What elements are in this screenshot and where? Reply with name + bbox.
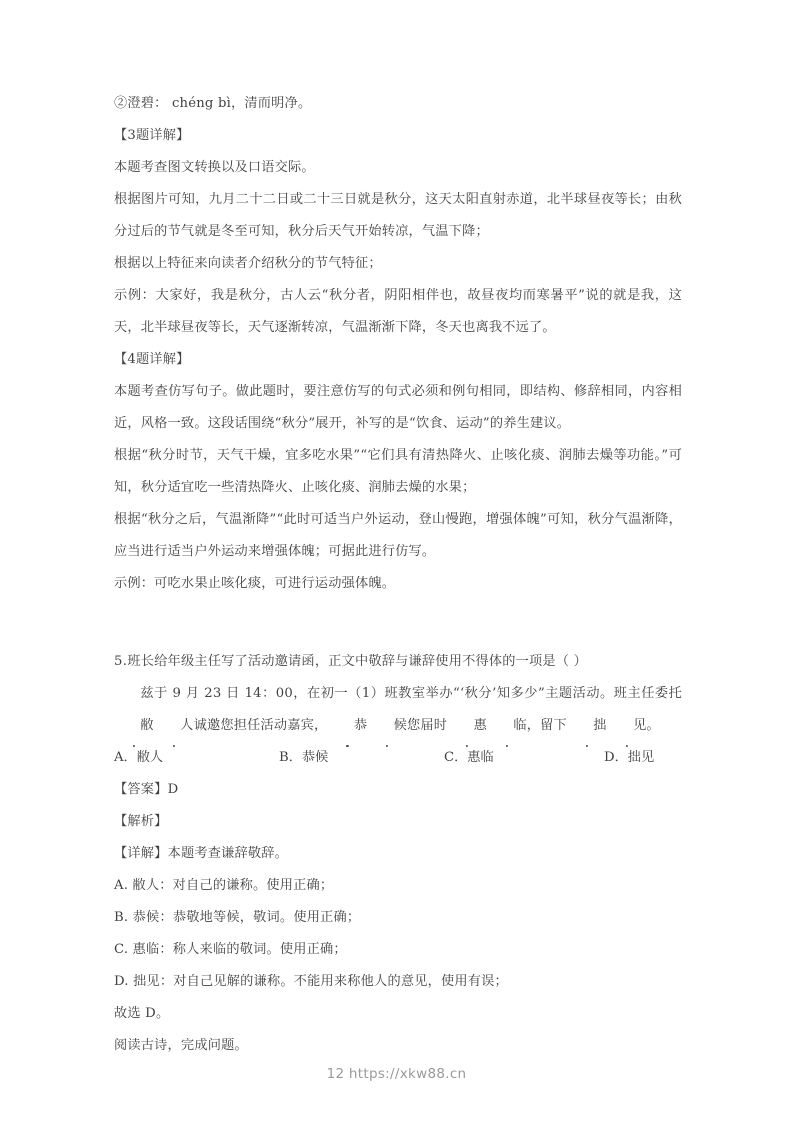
question5-number: 5. [114,654,128,669]
passage-segment-4: ，留下 [526,718,567,733]
question4-explanation-heading: 【4题详解】 [114,352,190,367]
option-a[interactable]: A．敝人 [114,750,164,765]
answer-value: D [167,782,179,797]
question5-options [114,742,682,774]
passage-emphasis-2: 恭 候 [327,718,407,733]
vocab-entry-line: ②澄碧： chéng bì，清而明净。 [114,96,312,111]
question3-explanation-line-3: 根据以上特征来向读者介绍秋分的节气特征； [114,256,382,271]
detail-heading: 【详解】 [114,846,168,861]
explanation-c: C. 惠临：称人来临的敬词。使用正确； [114,942,347,957]
question4-explanation-line-3: 根据“秋分之后，气温渐降”“此时可适当户外运动，登山慢跑，增强体魄”可知，秋分气温渐降，应当进行适当户外运动来增强体魄；可据此进行仿写。 [114,512,682,559]
answer-label: 【答案】 [114,782,168,797]
question5-stem [114,646,682,678]
passage-emphasis-3: 惠 临 [447,718,527,733]
detail-text: 本题考查谦辞敬辞。 [167,846,289,861]
explanation-b: B. 恭候：恭敬地等候，敬词。使用正确； [114,910,361,925]
question5-stem-text: 班长给年级主任写了活动邀请函，正文中敬辞与谦辞使用不得体的一项是（ ） [127,654,587,669]
passage-segment-2: 诚邀您担任活动嘉宾， [193,718,328,733]
explanation-a: A. 敝人：对自己的谦称。使用正确； [114,878,334,893]
detail-line [114,838,682,870]
passage-segment-3: 您届时 [407,718,448,733]
option-c[interactable]: C．惠临 [444,750,494,765]
question4-explanation-line-2: 根据“秋分时节，天气干燥，宜多吃水果”“它们具有清热降火、止咳化痰、润肺去燥等功能。”可知，秋分适宜吃一些清热降火、止咳化痰、润肺去燥的水果； [114,448,682,495]
question3-explanation-line-1: 本题考查图文转换以及口语交际。 [114,160,315,175]
page-footer: 12 https://xkw88.cn [326,1066,467,1082]
next-instruction-line: 阅读古诗，完成问题。 [114,1038,248,1053]
question4-explanation-line-4: 示例：可吃水果止咳化痰，可进行运动强体魄。 [114,576,396,591]
option-b[interactable]: B．恭候 [279,750,329,765]
passage-segment-1: 兹于 9 月 23 日 14：00，在初一（1）班教室举办“‘秋分’知多少”主题活动。班主任委托 [140,686,682,701]
passage-segment-5: 。 [646,718,660,733]
passage-emphasis-4: 拙 见 [567,718,647,733]
question4-explanation-line-1: 本题考查仿写句子。做此题时，要注意仿写的句式必须和例句相同，即结构、修辞相同，内容相近，风格一致。这段话围绕“秋分”展开，补写的是“饮食、运动”的养生建议。 [114,384,682,431]
option-d[interactable]: D．拙见 [604,750,655,765]
page-content [114,88,682,1062]
section-spacer [114,600,682,646]
answer-line [114,774,682,806]
conclusion-line: 故选 D。 [114,1006,170,1021]
analysis-heading: 【解析】 [114,814,168,829]
question5-passage [114,678,682,742]
question3-explanation-line-2: 根据图片可知，九月二十二日或二十三日就是秋分，这天太阳直射赤道，北半球昼夜等长；由秋分过后的节气就是冬至可知，秋分后天气开始转凉，气温下降； [114,192,682,239]
passage-emphasis-1: 敝 人 [114,718,194,733]
explanation-d: D. 拙见：对自己见解的谦称。不能用来称他人的意见，使用有误； [114,974,508,989]
question3-explanation-heading: 【3题详解】 [114,128,190,143]
question3-explanation-line-4: 示例：大家好，我是秋分，古人云“秋分者，阴阳相伴也，故昼夜均而寒暑平”说的就是我，这天，北半球昼夜等长，天气逐渐转凉，气温渐渐下降，冬天也离我不远了。 [114,288,682,335]
